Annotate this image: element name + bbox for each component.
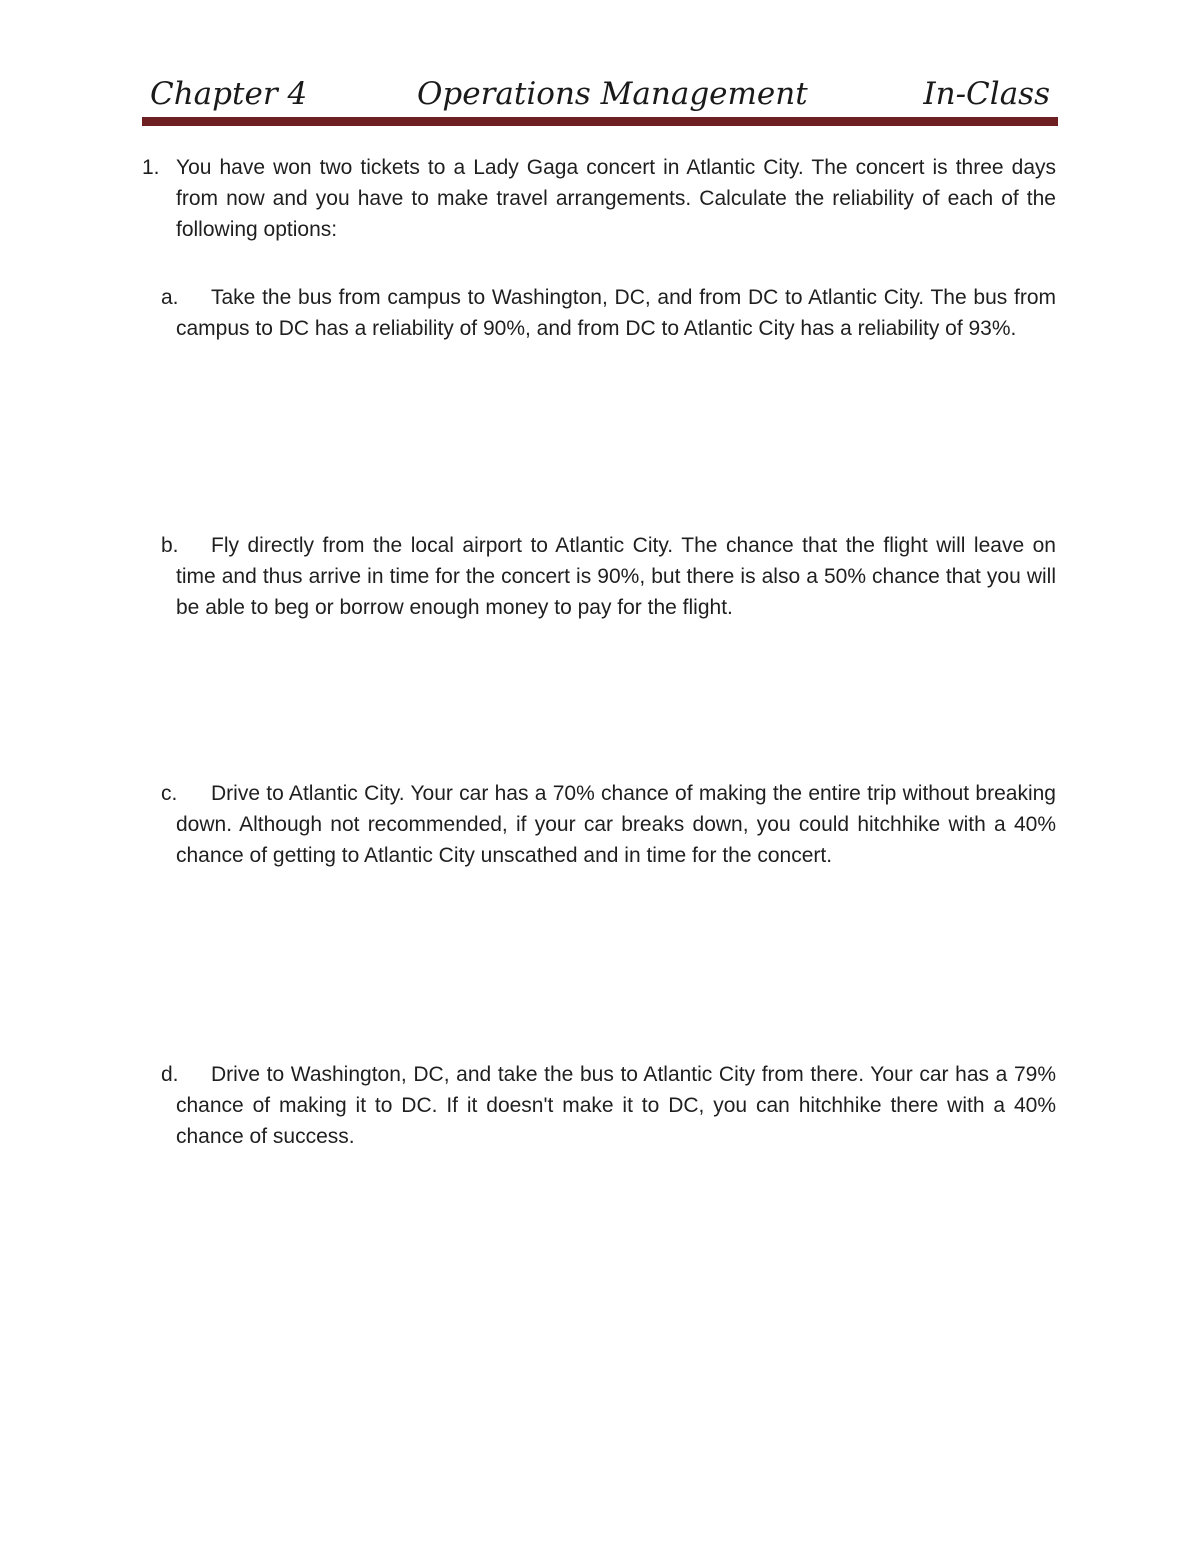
option-label: d. xyxy=(161,1063,179,1086)
question-text: You have won two tickets to a Lady Gaga concert in Atlantic City. The concert is three days from now and you have to make travel arrangements. Calculate the reliability of each of the following options: xyxy=(176,156,1056,241)
option-c xyxy=(142,778,1058,871)
header-rule xyxy=(142,117,1058,126)
option-text: Drive to Atlantic City. Your car has a 70% chance of making the entire trip without breaking down. Although not recommended, if your car breaks down, you could hitchhike with a 40% chance of getting to Atlantic City unscathed and in time for the concert. xyxy=(176,782,1056,867)
page-header xyxy=(142,72,1058,116)
header-chapter: Chapter 4 xyxy=(150,76,308,112)
option-text: Drive to Washington, DC, and take the bus to Atlantic City from there. Your car has a 79% chance of making it to DC. If it doesn't make it to DC, you can hitchhike there with a 40% chance of success. xyxy=(176,1063,1056,1148)
option-text: Fly directly from the local airport to Atlantic City. The chance that the flight will leave on time and thus arrive in time for the concert is 90%, but there is also a 50% chance that you will be able to beg or borrow enough money to pay for the flight. xyxy=(176,534,1056,619)
question-1 xyxy=(142,152,1058,245)
option-label: b. xyxy=(161,534,179,557)
option-b xyxy=(142,530,1058,623)
question-number: 1. xyxy=(142,156,160,179)
option-a xyxy=(142,282,1058,344)
option-d xyxy=(142,1059,1058,1152)
header-course-title: Operations Management xyxy=(417,76,808,112)
option-label: a. xyxy=(161,286,179,309)
option-label: c. xyxy=(161,782,178,805)
option-text: Take the bus from campus to Washington, DC, and from DC to Atlantic City. The bus from campus to DC has a reliability of 90%, and from DC to Atlantic City has a reliability of 93%. xyxy=(176,286,1056,340)
header-session-label: In-Class xyxy=(923,76,1050,112)
